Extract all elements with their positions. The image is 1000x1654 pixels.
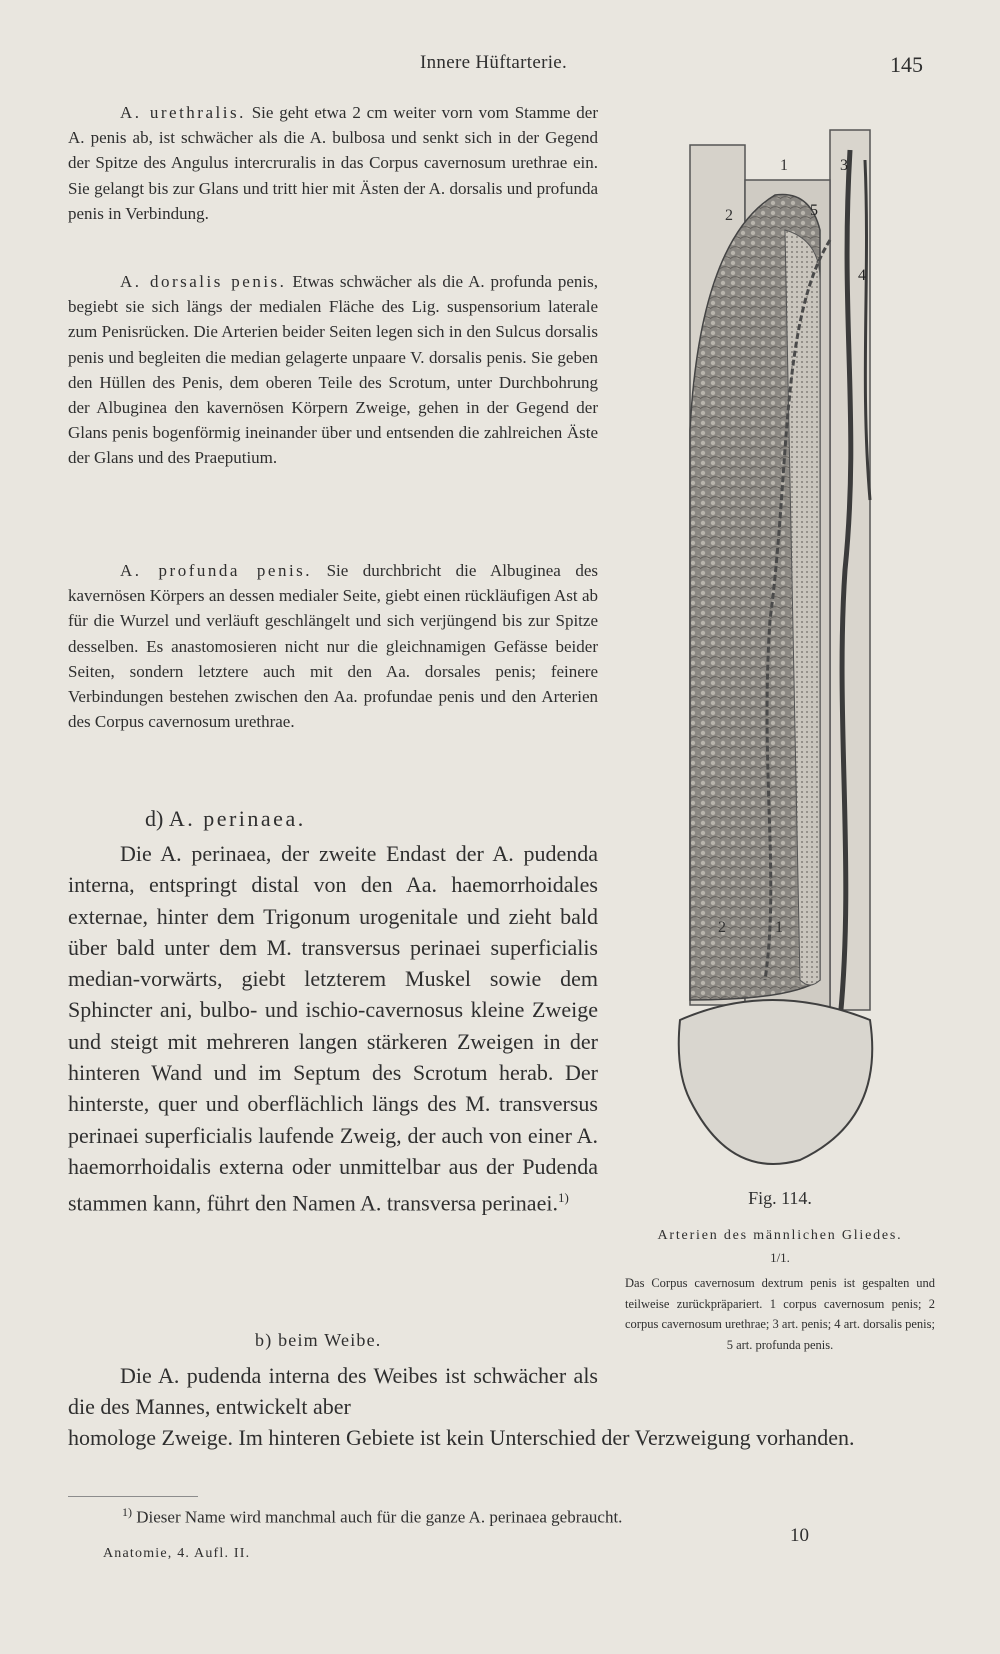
figure-scale: 1/1. [770, 1250, 790, 1265]
corpus-cavernosum-right [830, 130, 870, 1010]
label-1-bottom: 1 [775, 919, 783, 936]
label-2-bottom: 2 [718, 919, 726, 936]
label-5: 5 [810, 202, 818, 219]
paragraph-weib-part2: homologe Zweige. Im hinteren Gebiete ist kein Unterschied der Verzweigung vorhanden. [68, 1425, 855, 1450]
figure-illustration [670, 120, 890, 1180]
label-2-top: 2 [725, 207, 733, 224]
footnote-mark: 1) [557, 1190, 569, 1206]
term-dorsalis: A. dorsalis penis. [120, 272, 287, 291]
subsection-heading-weib: b) beim Weibe. [255, 1330, 382, 1350]
figure-title: Arterien des männlichen Gliedes. [657, 1228, 903, 1243]
text-perinaea: Die A. perinaea, der zweite Endast der A. pudenda interna, entspringt distal von den Aa. haemorrhoidales externae, hinter dem Trigonum urogenitale und zieht bald über bald unter dem M. transversus perinaei superficialis median-vorwärts, giebt letzterem Muskel sowie dem Sphincter ani, bulbo- und ischio-cavernosus kleine Zweige und steigt mit mehreren langen stärkeren Zweigen in der hinteren Wand und im Septum des Scrotum herab. Der hinterste, quer und oberflächlich längs des M. transversus perinaei superficialis laufende Zweig, der auch von einer A. haemorrhoidalis externa oder unmittelbar aus der Pudenda stammen kann, führt den Namen A. transversa perinaei. [68, 841, 598, 1216]
text-profunda: Sie durchbricht die Albuginea des kavernösen Körpers an dessen medialer Seite, giebt einen rückläufigen Ast ab für die Wurzel und verläuft geschlängelt und sich verjüngend bis zur Spitze desselben. Es anastomosieren nicht nur die gleichnamigen Gefässe beider Seiten, sondern letztere auch mit den Aa. dorsales penis; feinere Verbindungen bestehen zwischen den Aa. profundae penis und den Arterien des Corpus cavernosum urethrae. [68, 561, 599, 732]
text-weib-part1: Die A. pudenda interna des Weibes ist schwächer als die des Mannes, entwickelt aber [68, 1363, 598, 1420]
paragraph-perinaea [68, 838, 598, 1219]
figure-number: Fig. 114. [748, 1188, 812, 1208]
footnote-text: Dieser Name wird manchmal auch für die ganze A. perinaea gebraucht. [136, 1507, 623, 1527]
label-4: 4 [858, 267, 866, 284]
signature-line: Anatomie, 4. Aufl. II. [103, 1546, 251, 1561]
glans [679, 1000, 873, 1164]
section-heading-perinaea [145, 806, 306, 832]
section-title: A. perinaea. [168, 806, 306, 831]
paragraph-dorsalis [68, 269, 598, 471]
paragraph-urethralis [68, 100, 598, 226]
footnote-rule [68, 1496, 198, 1497]
label-1-top: 1 [780, 157, 788, 174]
text-urethralis: Sie geht etwa 2 cm weiter vorn vom Stamme der A. penis ab, ist schwächer als die A. bulbosa und senkt sich in der Gegend der Spitze des Angulus intercruralis in das Corpus cavernosum urethrae ein. Sie gelangt bis zur Glans und tritt hier mit Ästen der A. dorsalis und profunda penis in Verbindung. [68, 103, 598, 223]
term-profunda: A. profunda penis. [120, 561, 313, 580]
paragraph-weib-part1 [68, 1360, 598, 1423]
paragraph-profunda [68, 558, 598, 734]
running-title: Innere Hüftarterie. [420, 52, 568, 73]
text-dorsalis: Etwas schwächer als die A. profunda penis, begiebt sie sich längs der medialen Fläche des Lig. suspensorium laterale zum Penisrücken. Die Arterien beider Seiten legen sich in den Sulcus dorsalis penis und begleiten die median gelagerte unpaare V. dorsalis penis. Sie geben den Hüllen des Penis, dem oberen Teile des Scrotum, unter Durchbohrung der Albuginea den kavernösen Körpern Zweige, gehen in der Gegend der Glans penis bogenförmig ineinander über und entsenden die zahlreichen Äste der Glans und des Praeputium. [68, 272, 598, 468]
footnote-number: 1) [122, 1505, 132, 1519]
term-urethralis: A. urethralis. [120, 103, 246, 122]
label-3: 3 [840, 157, 848, 174]
section-label: d) [145, 806, 164, 831]
page-number: 145 [890, 52, 923, 77]
figure-description: Das Corpus cavernosum dextrum penis ist gespalten und teilweise zurückpräpariert. 1 corpus cavernosum penis; 2 corpus cavernosum urethrae; 3 art. penis; 4 art. dorsalis penis; 5 art. profunda penis. [625, 1276, 935, 1352]
footnote [122, 1505, 622, 1528]
sheet-number: 10 [790, 1525, 809, 1546]
